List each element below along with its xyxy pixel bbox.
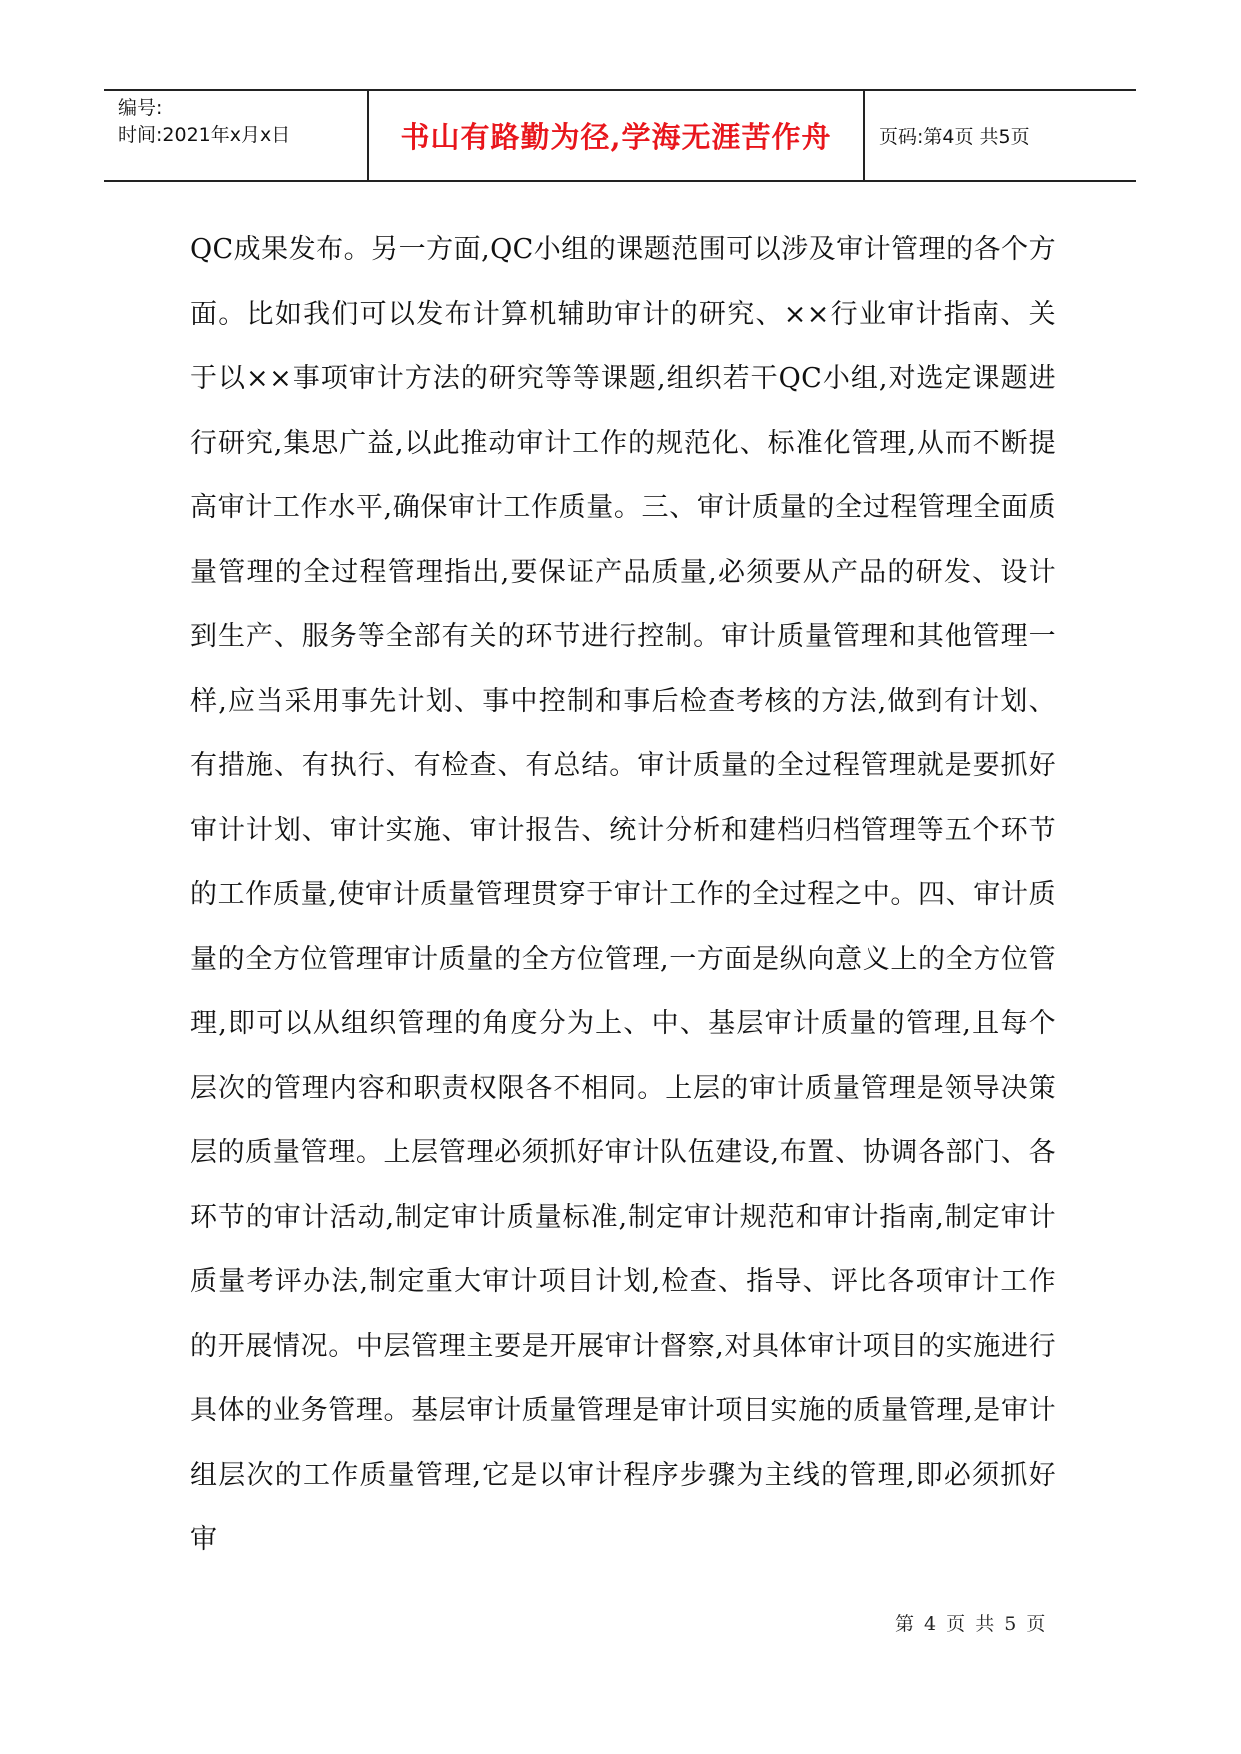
header-motto-cell: [369, 91, 865, 180]
header-meta-cell: [104, 91, 369, 180]
document-number-label: 编号:: [118, 97, 163, 119]
body-paragraph: QC成果发布。另一方面,QC小组的课题范围可以涉及审计管理的各个方面。比如我们可以发布计算机辅助审计的研究、××行业审计指南、关于以××事项审计方法的研究等等课题,组织若干QC小组,对选定课题进行研究,集思广益,以此推动审计工作的规范化、标准化管理,从而不断提高审计工作水平,确保审计工作质量。三、审计质量的全过程管理全面质量管理的全过程管理指出,要保证产品质量,必须要从产品的研发、设计到生产、服务等全部有关的环节进行控制。审计质量管理和其他管理一样,应当采用事先计划、事中控制和事后检查考核的方法,做到有计划、有措施、有执行、有检查、有总结。审计质量的全过程管理就是要抓好审计计划、审计实施、审计报告、统计分析和建档归档管理等五个环节的工作质量,使审计质量管理贯穿于审计工作的全过程之中。四、审计质量的全方位管理审计质量的全方位管理,一方面是纵向意义上的全方位管理,即可以从组织管理的角度分为上、中、基层审计质量的管理,且每个层次的管理内容和职责权限各不相同。上层的审计质量管理是领导决策层的质量管理。上层管理必须抓好审计队伍建设,布置、协调各部门、各环节的审计活动,制定审计质量标准,制定审计规范和审计指南,制定审计质量考评办法,制定重大审计项目计划,检查、指导、评比各项审计工作的开展情况。中层管理主要是开展审计督察,对具体审计项目的实施进行具体的业务管理。基层审计质量管理是审计项目实施的质量管理,是审计组层次的工作质量管理,它是以审计程序步骤为主线的管理,即必须抓好审: [190, 234, 1056, 1555]
header-page-cell: [865, 91, 1136, 180]
header-page-label: 页码:第4页 共5页: [879, 126, 1030, 148]
header-motto: 书山有路勤为径,学海无涯苦作舟: [400, 120, 832, 154]
page-footer: 第 4 页 共 5 页: [895, 1613, 1048, 1635]
document-time-label: 时间:2021年x月x日: [118, 124, 291, 146]
document-header: [104, 89, 1136, 182]
document-body: [190, 218, 1056, 1573]
